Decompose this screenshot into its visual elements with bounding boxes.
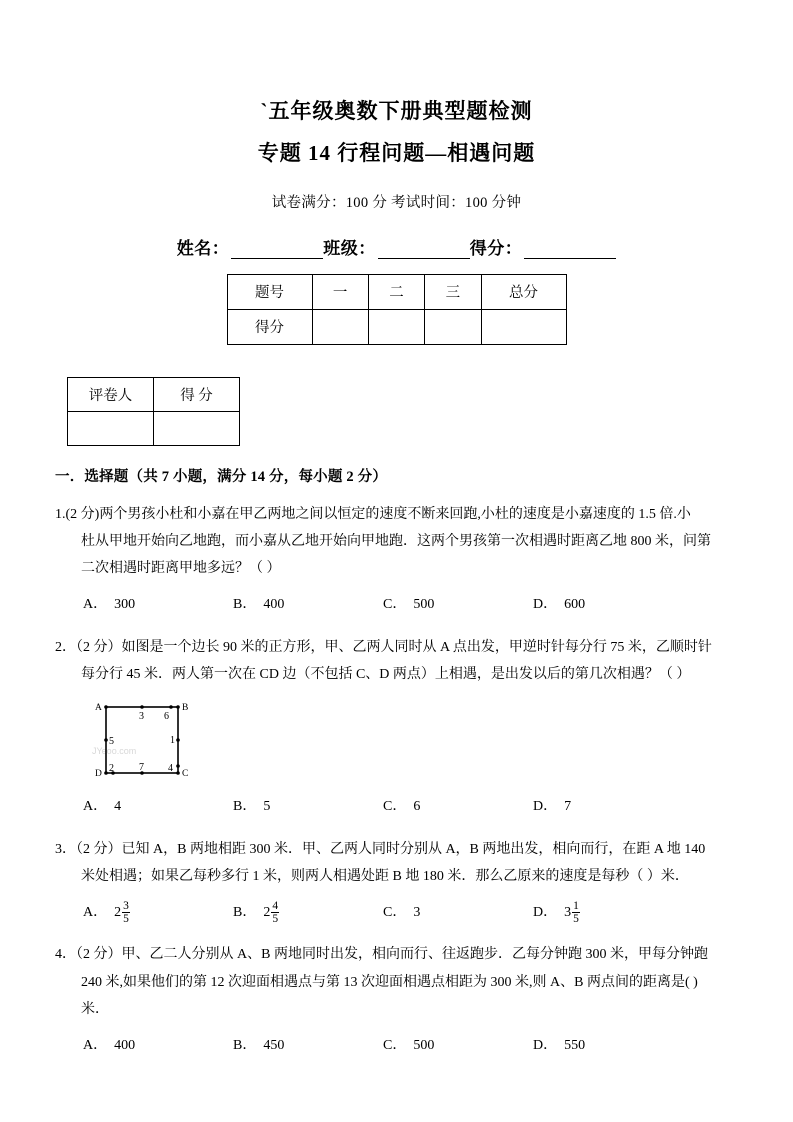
grader-score-cell[interactable] bbox=[154, 411, 240, 445]
score-cell-1[interactable] bbox=[312, 309, 368, 344]
score-label: 得分： bbox=[469, 238, 523, 258]
option-b[interactable] bbox=[233, 899, 383, 926]
vertex-label-a: A bbox=[95, 703, 102, 714]
option-c[interactable] bbox=[383, 793, 533, 820]
option-d-whole: 3 bbox=[564, 904, 572, 920]
name-field[interactable] bbox=[177, 234, 324, 259]
option-b-denominator: 5 bbox=[272, 913, 279, 926]
question-4-body bbox=[55, 941, 738, 1023]
option-b[interactable] bbox=[233, 591, 383, 618]
option-b-letter: B． bbox=[233, 597, 257, 613]
table-row bbox=[227, 274, 566, 309]
option-a[interactable] bbox=[83, 1032, 233, 1059]
square-figure bbox=[78, 696, 738, 784]
vertex-dot-a bbox=[104, 705, 108, 709]
question-1-line-1: 1.(2 分)两个男孩小杜和小嘉在甲乙两地之间以恒定的速度不断来回跑,小杜的速度是小嘉速度的 1.5 倍.小 bbox=[55, 506, 691, 522]
exam-info: 试卷满分：100 分 考试时间：100 分钟 bbox=[271, 194, 522, 211]
option-d[interactable] bbox=[533, 899, 683, 926]
option-d-text: 550 bbox=[564, 1038, 586, 1054]
option-c-text: 3 bbox=[413, 905, 421, 921]
option-d-letter: D． bbox=[533, 597, 558, 613]
class-blank[interactable] bbox=[378, 243, 470, 259]
option-a-letter: A． bbox=[83, 1038, 108, 1054]
point-label-7: 7 bbox=[139, 762, 144, 774]
option-d-fraction bbox=[572, 900, 580, 926]
class-label: 班级： bbox=[323, 238, 376, 258]
score-blank[interactable] bbox=[524, 243, 616, 259]
option-b[interactable] bbox=[233, 793, 383, 820]
option-d-letter: D． bbox=[533, 799, 558, 815]
page-subtitle: 专题 14 行程问题—相遇问题 bbox=[257, 141, 536, 166]
option-a[interactable] bbox=[83, 793, 233, 820]
option-b[interactable] bbox=[233, 1032, 383, 1059]
score-table-col-2: 二 bbox=[368, 274, 424, 309]
question-2-options bbox=[55, 793, 738, 820]
option-a-text: 4 bbox=[114, 799, 122, 815]
score-table-col-1: 一 bbox=[312, 274, 368, 309]
question-1-options bbox=[55, 591, 738, 618]
vertex-dot-c bbox=[176, 771, 180, 775]
option-a[interactable] bbox=[83, 591, 233, 618]
option-a-text: 400 bbox=[114, 1038, 136, 1054]
figure-watermark: JYeoo.com bbox=[92, 746, 137, 757]
point-label-5: 5 bbox=[109, 736, 114, 748]
question-3-body bbox=[55, 836, 738, 891]
option-b-whole: 2 bbox=[263, 904, 271, 920]
question-1-line-2: 杜从甲地开始向乙地跑，而小嘉从乙地开始向甲地跑．这两个男孩第一次相遇时距离乙地 800 米，问第 bbox=[81, 533, 711, 549]
page-title: `五年级奥数下册典型题检测 bbox=[260, 99, 533, 123]
question-2 bbox=[55, 634, 738, 821]
option-b-letter: B． bbox=[233, 905, 257, 921]
question-3-line-1: 3．（2 分）已知 A，B 两地相距 300 米．甲、乙两人同时分别从 A，B 两地出发，相向而行，在距 A 地 140 bbox=[55, 841, 706, 857]
option-b-numerator: 4 bbox=[272, 899, 279, 912]
option-c-text: 500 bbox=[413, 597, 435, 613]
question-1 bbox=[55, 501, 738, 619]
option-b-fraction bbox=[271, 900, 279, 926]
option-b-letter: B． bbox=[233, 799, 257, 815]
option-a-value bbox=[114, 900, 130, 926]
point-dot-4 bbox=[176, 764, 180, 768]
vertex-dot-b bbox=[176, 705, 180, 709]
vertex-label-c: C bbox=[182, 769, 189, 780]
table-row bbox=[68, 411, 240, 445]
option-b-text: 400 bbox=[263, 597, 285, 613]
option-b-letter: B． bbox=[233, 1038, 257, 1054]
option-a-text: 300 bbox=[114, 597, 136, 613]
option-a-whole: 2 bbox=[114, 904, 122, 920]
option-a-letter: A． bbox=[83, 799, 108, 815]
vertex-dot-d bbox=[104, 771, 108, 775]
option-d[interactable] bbox=[533, 591, 683, 618]
square-diagram-svg bbox=[78, 696, 198, 784]
grader-score-label: 得 分 bbox=[154, 377, 240, 411]
score-field[interactable] bbox=[470, 234, 617, 259]
option-c[interactable] bbox=[383, 899, 533, 926]
question-1-line-3: 二次相遇时距离甲地多远？（ ） bbox=[81, 561, 281, 577]
question-1-body bbox=[55, 501, 738, 583]
table-row bbox=[227, 309, 566, 344]
option-a-fraction bbox=[122, 900, 130, 926]
score-cell-3[interactable] bbox=[425, 309, 481, 344]
grader-table bbox=[67, 377, 240, 446]
option-d-text: 600 bbox=[564, 597, 586, 613]
score-table bbox=[227, 274, 567, 345]
vertex-label-b: B bbox=[182, 703, 189, 714]
option-d-letter: D． bbox=[533, 1038, 558, 1054]
option-d-numerator: 1 bbox=[573, 899, 579, 912]
option-b-text: 450 bbox=[263, 1038, 285, 1054]
table-row bbox=[68, 377, 240, 411]
option-a-letter: A． bbox=[83, 905, 108, 921]
question-2-line-1: 2．（2 分）如图是一个边长 90 米的正方形，甲、乙两人同时从 A 点出发，甲逆时针每分行 75 米，乙顺时针 bbox=[55, 639, 712, 655]
reviewer-label: 评卷人 bbox=[68, 377, 154, 411]
option-d-value bbox=[564, 900, 580, 926]
point-label-6: 6 bbox=[164, 711, 169, 723]
option-a-numerator: 3 bbox=[123, 899, 129, 912]
point-label-1: 1 bbox=[170, 735, 175, 747]
class-field[interactable] bbox=[323, 234, 470, 259]
question-3-line-2: 米处相遇；如果乙每秒多行 1 米，则两人相遇处距 B 地 180 米．那么乙原来的速度是每秒（ ）米． bbox=[81, 868, 689, 884]
question-4-line-2: 240 米,如果他们的第 12 次迎面相遇点与第 13 次迎面相遇点相距为 300 米,则 A、B 两点间的距离是( ) bbox=[81, 974, 698, 990]
option-d[interactable] bbox=[533, 793, 683, 820]
question-4 bbox=[55, 941, 738, 1059]
option-c-letter: C． bbox=[383, 1038, 407, 1054]
option-c-letter: C． bbox=[383, 799, 407, 815]
question-2-line-2: 每分行 45 米．两人第一次在 CD 边（不包括 C、D 两点）上相遇，是出发以后的第几次相遇？（ ） bbox=[81, 666, 691, 682]
option-b-value bbox=[263, 900, 279, 926]
option-d[interactable] bbox=[533, 1032, 683, 1059]
option-c-letter: C． bbox=[383, 597, 407, 613]
question-2-body bbox=[55, 634, 738, 689]
score-table-col-3: 三 bbox=[425, 274, 481, 309]
score-cell-2[interactable] bbox=[368, 309, 424, 344]
grader-table-wrapper bbox=[67, 377, 738, 446]
option-c[interactable] bbox=[383, 591, 533, 618]
point-dot-3 bbox=[140, 705, 144, 709]
point-label-2: 2 bbox=[109, 763, 114, 775]
score-table-head-label: 题号 bbox=[227, 274, 312, 309]
question-4-line-1: 4．（2 分）甲、乙二人分别从 A、B 两地同时出发，相向而行、往返跑步．乙每分钟跑 300 米，甲每分钟跑 bbox=[55, 947, 708, 963]
question-4-options bbox=[55, 1032, 738, 1059]
option-d-denominator: 5 bbox=[573, 913, 579, 926]
option-c-letter: C． bbox=[383, 905, 407, 921]
vertex-label-d: D bbox=[95, 769, 102, 780]
option-a-letter: A． bbox=[83, 597, 108, 613]
option-c[interactable] bbox=[383, 1032, 533, 1059]
reviewer-cell[interactable] bbox=[68, 411, 154, 445]
question-3-options bbox=[55, 899, 738, 926]
section-heading-choice: 一．选择题（共 7 小题，满分 14 分，每小题 2 分） bbox=[55, 468, 388, 485]
point-dot-1 bbox=[176, 738, 180, 742]
question-3 bbox=[55, 836, 738, 927]
name-blank[interactable] bbox=[231, 243, 323, 259]
score-table-score-label: 得分 bbox=[227, 309, 312, 344]
score-cell-total[interactable] bbox=[481, 309, 566, 344]
option-b-text: 5 bbox=[263, 799, 271, 815]
option-d-letter: D． bbox=[533, 905, 558, 921]
option-c-text: 6 bbox=[413, 799, 421, 815]
score-table-col-total: 总分 bbox=[481, 274, 566, 309]
option-a-denominator: 5 bbox=[123, 913, 129, 926]
point-label-4: 4 bbox=[168, 763, 173, 775]
question-4-line-3: 米． bbox=[81, 1002, 109, 1018]
identity-line bbox=[55, 234, 738, 259]
point-label-3: 3 bbox=[139, 711, 144, 723]
name-label: 姓名： bbox=[176, 238, 230, 258]
option-a[interactable] bbox=[83, 899, 233, 926]
point-dot-6 bbox=[169, 705, 173, 709]
point-dot-5 bbox=[104, 738, 108, 742]
option-c-text: 500 bbox=[413, 1038, 435, 1054]
option-d-text: 7 bbox=[564, 799, 572, 815]
score-table-wrapper bbox=[55, 274, 738, 345]
